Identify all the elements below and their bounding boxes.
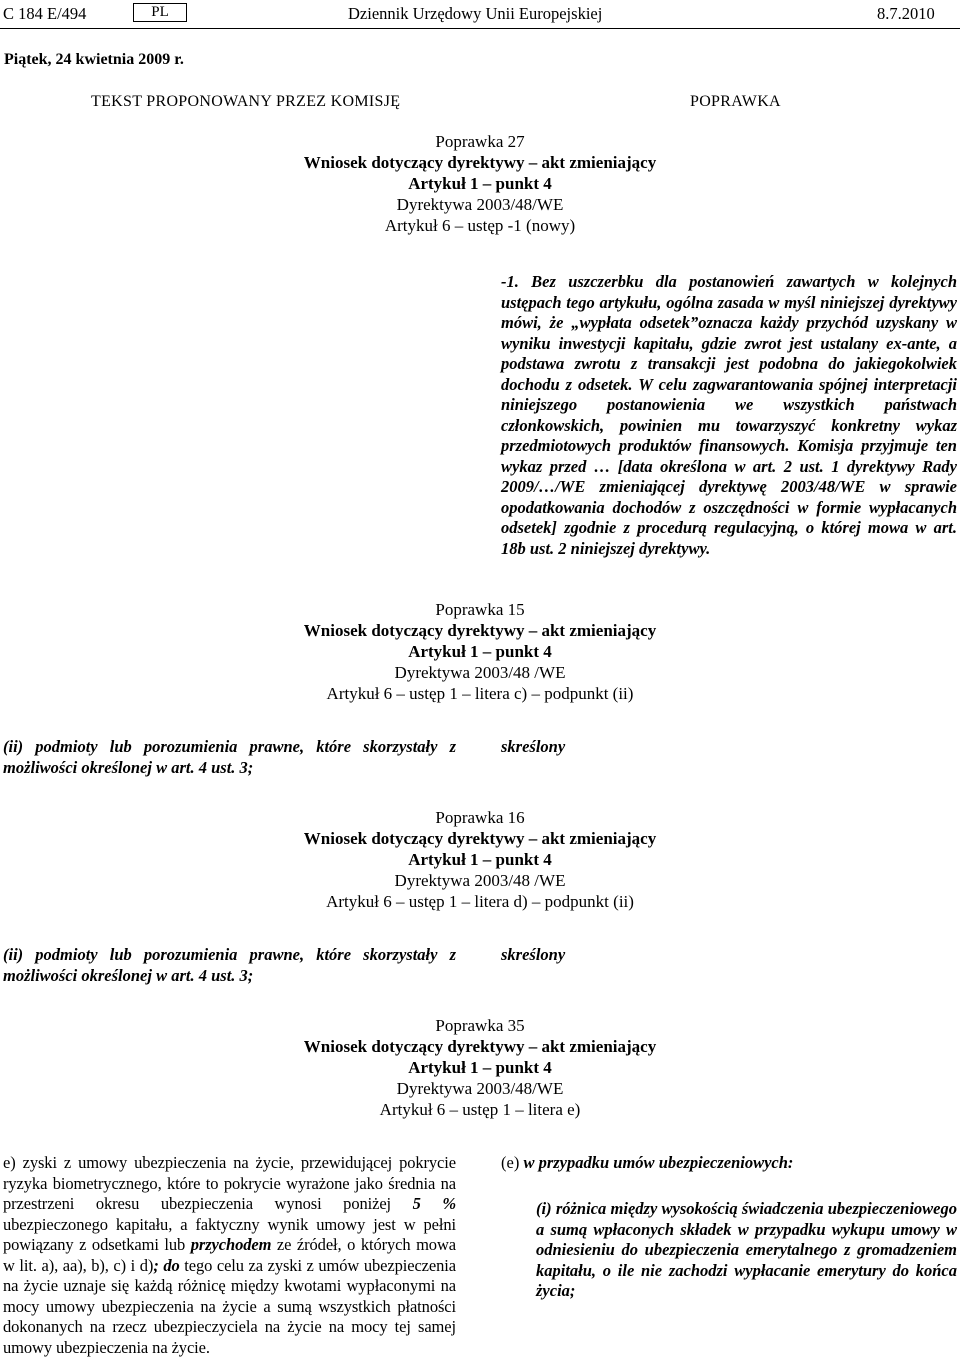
left-text-bold: 5 % [412,1194,456,1213]
amendment-line: Artykuł 1 – punkt 4 [408,1058,552,1077]
amendment-16-left: (ii) podmioty lub porozumienia prawne, które skorzystały z możliwości określonej w art. 4 ust. 3; [3,945,456,985]
amendment-35-right-item: (i) różnica między wysokością świadczenia ubezpieczeniowego a sumą wpłaconych składek w przypadku wykupu umowy w odniesieniu do ubezpieczenia emerytalnego z gromadzeniem kapitału, o ile nie zachodzi wypłacanie emerytury do końca życia; [536,1199,957,1300]
page-header [0,2,960,26]
left-text-part: e) zyski z umowy ubezpieczenia na życie, przewidującej pokrycie ryzyka biometrycznego, które to pokrycie wyrażone jako średnia na przestrzeni okresu ubezpieczenia wynosi poniżej [3,1153,456,1213]
amendment-15-heading [0,599,960,704]
column-heading-left: TEKST PROPONOWANY PRZEZ KOMISJĘ [91,93,401,110]
amendment-line: Wniosek dotyczący dyrektywy – akt zmieniający [303,621,657,640]
right-label: (e) [501,1153,524,1172]
amendment-27-heading [0,131,960,236]
amendment-line: Dyrektywa 2003/48/WE [396,1079,564,1098]
amendment-line: Wniosek dotyczący dyrektywy – akt zmieniający [303,829,657,848]
amendment-35-right-intro [501,1153,957,1174]
amendment-line: Artykuł 1 – punkt 4 [408,850,552,869]
column-heading-right: POPRAWKA [690,93,781,110]
left-text-bold: przychodem [190,1235,272,1254]
amendment-35-left [3,1153,456,1358]
amendment-title: Poprawka 16 [435,808,525,827]
amendment-line: Artykuł 6 – ustęp 1 – litera c) – podpunkt (ii) [326,684,634,703]
header-rule [0,28,960,29]
publication-date: 8.7.2010 [877,4,935,23]
amendment-line: Dyrektywa 2003/48 /WE [394,663,566,682]
amendment-line: Wniosek dotyczący dyrektywy – akt zmieniający [303,153,657,172]
left-text-part: tego celu za zyski z umów ubezpieczenia na życie uznaje się każdą różnicę między kwotami wypłaconymi na mocy umowy ubezpieczenia na życie a sumą wszystkich płatności dokonanych na rzecz ubezpieczyciela na życie na mocy tej samej umowy ubezpieczenia na życie. [3,1255,456,1357]
amendment-15-left: (ii) podmioty lub porozumienia prawne, które skorzystały z możliwości określonej w art. 4 ust. 3; [3,737,456,777]
amendment-line: Artykuł 6 – ustęp 1 – litera e) [379,1100,581,1119]
amendment-line: Artykuł 1 – punkt 4 [408,174,552,193]
amendment-line: Artykuł 6 – ustęp 1 – litera d) – podpunkt (ii) [326,892,634,911]
amendment-line: Artykuł 1 – punkt 4 [408,642,552,661]
amendment-27-text: -1. Bez uszczerbku dla postanowień zawartych w kolejnych ustępach tego artykułu, ogólna zasada w myśl niniejszej dyrektywy mówi, że „wypłata odsetek”oznacza każdy przychód uzyskany w wyniku inwestycji kapitału, gdzie zwrot jest ustalany ex-ante, a podstawa zwrotu z transakcji jest podobna do jakiegokolwiek dochodu z odsetek. W celu zagwarantowania spójnej interpretacji niniejszego postanowienia we wszystkich państwach członkowskich, powinien mu towarzyszyć konkretny wykaz przedmiotowych produktów finansowych. Komisja przyjmuje ten wykaz przed … [data określona w art. 2 ust. 1 dyrektywy Rady 2009/…/WE zmieniającej dyrektywę 2003/48/WE w sprawie opodatkowania dochodów z oszczędności w formie wypłacanych odsetek] zgodnie z procedurą regulacyjną, o której mowa w art. 18b ust. 2 niniejszej dyrektywy. [501,272,957,558]
amendment-title: Poprawka 15 [435,600,525,619]
amendment-title: Poprawka 27 [435,132,525,151]
amendment-line: Wniosek dotyczący dyrektywy – akt zmieniający [303,1037,657,1056]
amendment-16-heading [0,807,960,912]
amendment-35-heading [0,1015,960,1120]
language-badge: PL [133,3,187,22]
amendment-line: Artykuł 6 – ustęp -1 (nowy) [384,216,576,235]
amendment-title: Poprawka 35 [435,1016,525,1035]
left-text-bold: ; do [153,1255,180,1275]
amendment-16-right: skreślony [501,945,566,964]
left-text-part: ubezpieczonego kapitału, a faktyczny wynik umowy jest w pełni powiązany z odsetkami lub [3,1214,456,1254]
amendment-15-right: skreślony [501,737,566,756]
right-text-bold: w przypadku umów ubezpieczeniowych: [523,1153,794,1172]
amendment-line: Dyrektywa 2003/48 /WE [394,871,566,890]
amendment-line: Dyrektywa 2003/48/WE [396,195,564,214]
session-date: Piątek, 24 kwietnia 2009 r. [4,51,184,68]
issue-number: C 184 E/494 [3,4,87,23]
left-text-part: ze źródeł, o których mowa w lit. a), aa), b), c) i d) [3,1235,457,1275]
journal-title: Dziennik Urzędowy Unii Europejskiej [348,4,603,23]
